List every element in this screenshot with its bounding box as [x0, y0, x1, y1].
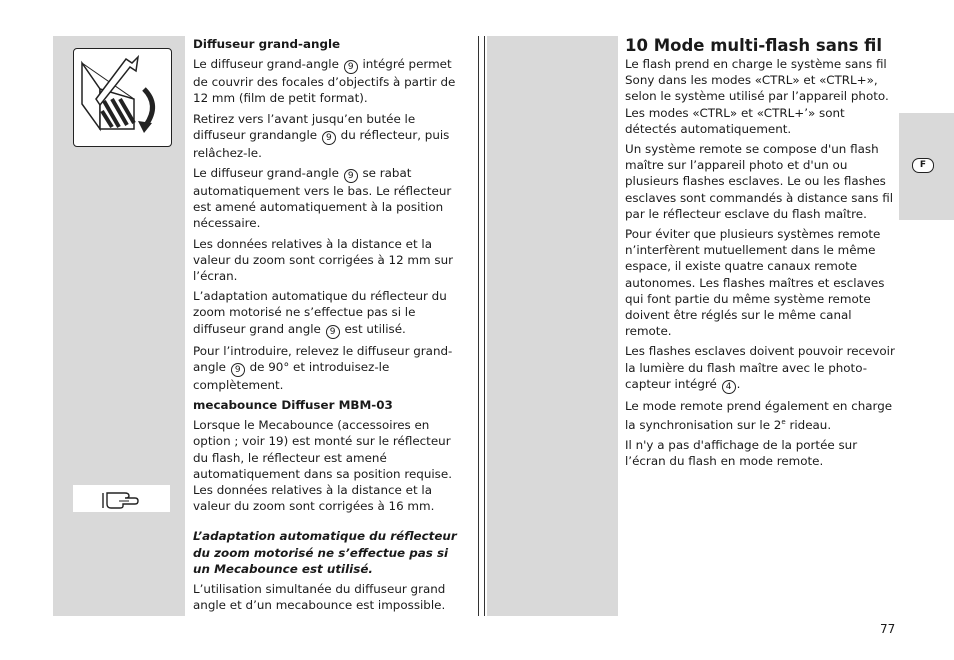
wide-angle-diffuser-illustration — [73, 48, 172, 147]
ref-number-icon: 9 — [326, 325, 340, 339]
text: Le diffuseur grand-angle — [193, 166, 339, 181]
paragraph — [193, 111, 465, 161]
text: . — [736, 376, 741, 391]
paragraph: L’utilisation simultanée du diffuseur grand angle et d’un mecabounce est impossible. — [193, 582, 446, 613]
heading-mecabounce: mecabounce Diffuser MBM-03 — [193, 398, 393, 413]
paragraph — [193, 165, 465, 232]
paragraph — [193, 288, 465, 338]
paragraph: Le flash prend en charge le système sans fil Sony dans les modes «CTRL» et «CTRL+», selon le système utilisé par l’appareil photo. Les modes «CTRL» et «CTRL+’» sont détectés automatiquement. — [625, 57, 889, 136]
text: de 90° et introduisez-le complètement. — [193, 359, 390, 392]
section-title: 10 Mode multi-flash sans fil — [625, 36, 883, 55]
paragraph: Les données relatives à la distance et la valeur du zoom sont corrigées à 12 mm sur l’écran. — [193, 236, 453, 284]
text: Le diffuseur grand-angle — [193, 57, 339, 72]
heading-wide-angle-diffuser: Diffuseur grand-angle — [193, 37, 341, 51]
column-divider — [478, 36, 479, 616]
text: est utilisé. — [344, 321, 406, 336]
superscript: e — [781, 418, 786, 427]
text: L’adaptation automatique du réflecteur du zoom motorisé ne s’effectue pas si le diffuseur grand angle — [193, 289, 447, 336]
text: Pour l’introduire, relevez le diffuseur grand-angle — [193, 343, 453, 374]
paragraph: Il n'y a pas d'affichage de la portée sur l’écran du flash en mode remote. — [625, 438, 858, 469]
text: Retirez vers l’avant jusqu’en butée le diffuseur grandangle — [193, 111, 416, 142]
page-number: 77 — [880, 622, 896, 636]
paragraph — [193, 56, 465, 106]
middle-margin-band — [487, 36, 618, 616]
paragraph — [625, 343, 900, 393]
paragraph: Lorsque le Mecabounce (accessoires en option ; voir 19) est monté sur le réflecteur du flash, le réflecteur est amené automatiquement dans sa position requise. Les données relatives à la distance et la valeur du zoom sont corrigées à 16 mm. — [193, 418, 452, 514]
ref-number-icon: 9 — [231, 363, 245, 377]
text: Le mode remote prend également en charge la synchronisation sur le 2 — [625, 398, 893, 433]
pointing-hand-icon — [73, 485, 170, 512]
language-badge: F — [912, 158, 934, 173]
ref-number-icon: 9 — [344, 169, 358, 183]
paragraph — [193, 343, 465, 393]
right-text-column — [625, 36, 900, 474]
text: Les flashes esclaves doivent pouvoir recevoir la lumière du flash maître avec le photo-capteur intégré — [625, 344, 895, 391]
text: du réflecteur, puis relâchez-le. — [193, 127, 450, 160]
column-divider — [484, 36, 485, 616]
note-text: L’adaptation automatique du réflecteur du zoom motorisé ne s’effectue pas si un Mecabounce est utilisé. — [193, 529, 457, 576]
paragraph: Pour éviter que plusieurs systèmes remote n’interfèrent mutuellement dans le même espace, il existe quatre canaux remote autonomes. Les flashes maîtres et esclaves qui font partie du même système remote doivent être réglés sur le même canal remote. — [625, 227, 885, 339]
paragraph: Un système remote se compose d'un flash maître sur l’appareil photo et d'un ou plusieurs flashes esclaves. Le ou les flashes esclaves sont commandés à distance sans fil par le réflecteur esclave du flash maître. — [625, 142, 894, 221]
text: intégré permet de couvrir des focales d’objectifs à partir de 12 mm (film de petit format). — [193, 57, 456, 106]
left-text-column — [193, 36, 465, 617]
ref-number-icon: 9 — [322, 131, 336, 145]
ref-number-icon: 4 — [722, 380, 736, 394]
text: rideau. — [785, 418, 832, 433]
text: se rabat automatiquement vers le bas. Le réflecteur est amené automatiquement à la position nécessaire. — [193, 166, 452, 231]
ref-number-icon: 9 — [344, 60, 358, 74]
paragraph — [625, 398, 900, 433]
